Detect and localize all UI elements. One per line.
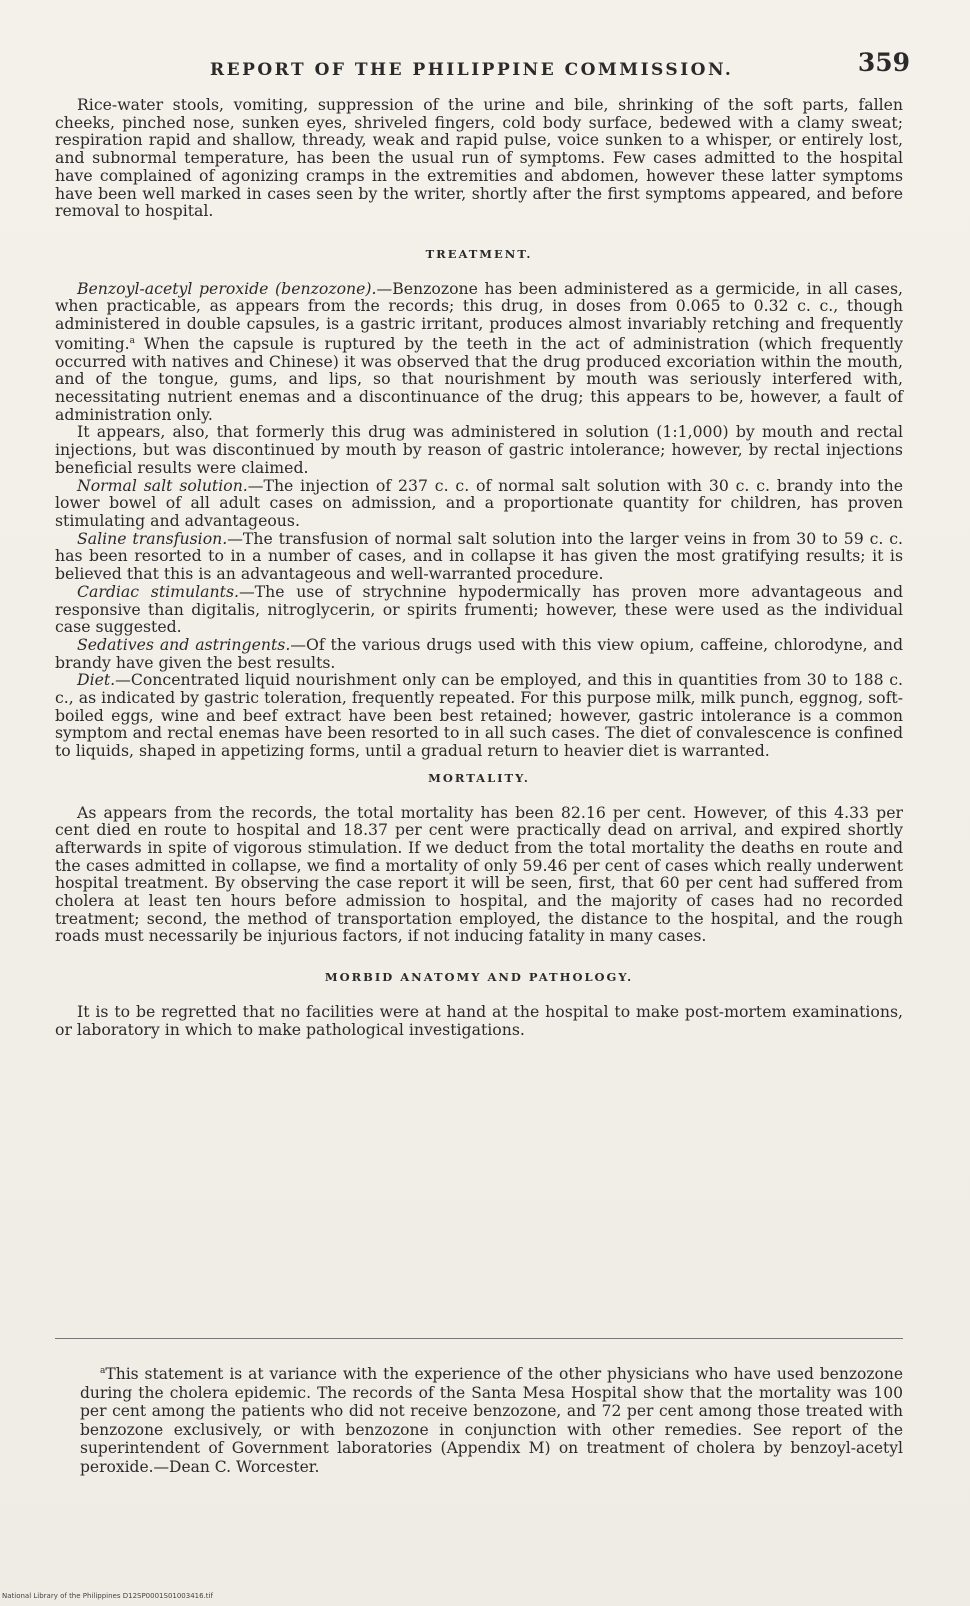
benzozone-label: Benzoyl-acetyl peroxide (benzozone).	[77, 278, 377, 298]
mortality-paragraph: As appears from the records, the total mortality has been 82.16 per cent. However, of this 4.33 per cent died en route to hospital and 18.37 per cent were practically dead on arrival, and expired shortly afterwards in spite of vigorous stimulation. If we deduct from the total mortality the deaths en route and the cases admitted in collapse, we find a mortality of only 59.46 per cent of cases which really underwent hospital treatment. By observing the case report it will be seen, first, that 60 per cent had suffered from cholera at least ten hours before admission to hospital, and the majority of cases had no recorded treatment; second, the method of transportation employed, the distance to the hospital, and the rough roads must necessarily be injurious factors, if not inducing fatality in many cases.	[55, 802, 903, 946]
diet-label: Diet.	[77, 670, 116, 690]
benzozone-paragraph	[55, 280, 903, 424]
cardiac-label: Cardiac stimulants.	[77, 581, 239, 601]
body-text	[55, 96, 903, 1038]
sedatives-text: —Of the various drugs used with this view opium, caffeine, chlorodyne, and brandy have given the best results.	[55, 634, 904, 672]
saline-label: Saline transfusion.	[77, 528, 228, 548]
treatment-heading: TREATMENT.	[425, 246, 533, 261]
page-header	[60, 46, 910, 86]
solution-paragraph: It appears, also, that formerly this drug was administered in solution (1:1,000) by mouth and rectal injections, but was discontinued by mouth by reason of gastric intolerance; however, by rectal injections beneficial results were claimed.	[55, 422, 903, 477]
normal-salt-text: —The injection of 237 c. c. of normal salt solution with 30 c. c. brandy into the lower bowel of all adult cases on admission, and a proportionate quantity for children, has proven stimulating and advantageous.	[55, 475, 903, 530]
footnote-mark: a	[100, 1366, 106, 1376]
footnote-text: This statement is at variance with the experience of the other physicians who have used benzozone during the cholera epidemic. The records of the Santa Mesa Hospital show that the mortality was 100 per cent among the patients who did not receive benzozone, and 72 per cent among those treated with benzozone exclusively, or with benzozone in conjunction with other remedies. See report of the superintendent of Government laboratories (Appendix M) on treatment of cholera by benzoyl-acetyl peroxide.—Dean C. Worcester.	[80, 1365, 903, 1476]
footnote-paragraph	[80, 1362, 903, 1476]
benzozone-text-continued: When the capsule is ruptured by the teeth in the act of administration (which frequently occurred with natives and Chinese) it was observed that the drug produced excoriation within the mouth, and of the tongue, gums, and lips, so that nourishment by mouth was seriously interfered with, necessitating nutrient enemas and a discontinuance of the drug; this appears to be, however, a fault of administration only.	[55, 333, 903, 424]
morbid-anatomy-paragraph: It is to be regretted that no facilities were at hand at the hospital to make post-mortem examinations, or laboratory in which to make pathological investigations.	[55, 1001, 903, 1039]
scan-imprint: National Library of the Philippines D12SP0001S01003416.tif	[2, 1592, 213, 1600]
page-number: 359	[857, 48, 910, 77]
footnote	[80, 1362, 903, 1476]
diet-paragraph	[55, 671, 903, 760]
normal-salt-label: Normal salt solution.	[77, 475, 248, 495]
saline-text: —The transfusion of normal salt solution into the larger veins in from 30 to 59 c. c. has been resorted to in a number of cases, and in collapse it has given the most gratifying results; it is believed that this is an advantageous and well-warranted procedure.	[55, 528, 903, 584]
saline-paragraph	[55, 530, 903, 583]
cardiac-text: —The use of strychnine hypodermically has proven more advantageous and responsive than digitalis, nitroglycerin, or spirits frumenti; however, these were used as the individual case suggested.	[55, 581, 903, 637]
sedatives-label: Sedatives and astringents.	[77, 634, 291, 654]
running-head: REPORT OF THE PHILIPPINE COMMISSION.	[210, 60, 734, 80]
footnote-divider	[55, 1338, 903, 1339]
morbid-anatomy-heading: MORBID ANATOMY AND PATHOLOGY.	[324, 970, 634, 985]
normal-salt-paragraph	[55, 477, 903, 530]
cardiac-paragraph	[55, 583, 903, 636]
sedatives-paragraph	[55, 636, 903, 671]
symptoms-paragraph: Rice-water stools, vomiting, suppression of the urine and bile, shrinking of the soft parts, fallen cheeks, pinched nose, sunken eyes, shriveled fingers, cold body surface, bedewed with a clamy sweat; respiration rapid and shallow, thready, weak and rapid pulse, voice sunken to a whisper, or entirely lost, and subnormal temperature, has been the usual run of symptoms. Few cases admitted to the hospital have complained of agonizing cramps in the extremities and abdomen, however these latter symptoms have been well marked in cases seen by the writer, shortly after the first symptoms appeared, and before removal to hospital.	[55, 95, 903, 221]
mortality-heading: MORTALITY.	[428, 770, 530, 785]
footnote-reference[interactable]: a	[129, 335, 136, 346]
diet-text: —Concentrated liquid nourishment only can be employed, and this in quantities from 30 to 188 c. c., as indicated by gastric toleration, frequently repeated. For this purpose milk, milk punch, eggnog, soft-boiled eggs, wine and beef extract have been best retained; however, gastric intolerance is a common symptom and rectal enemas have been resorted to in all such cases. The diet of convalescence is confined to liquids, shaped in appetizing forms, until a gradual return to heavier diet is warranted.	[55, 670, 903, 761]
benzozone-text: —Benzozone has been administered as a germicide, in all cases, when practicable, as appears from the records; this drug, in doses from 0.065 to 0.32 c. c., though administered in double capsules, is a gastric irritant, produces almost invariably retching and frequently vomiting.	[55, 278, 903, 353]
